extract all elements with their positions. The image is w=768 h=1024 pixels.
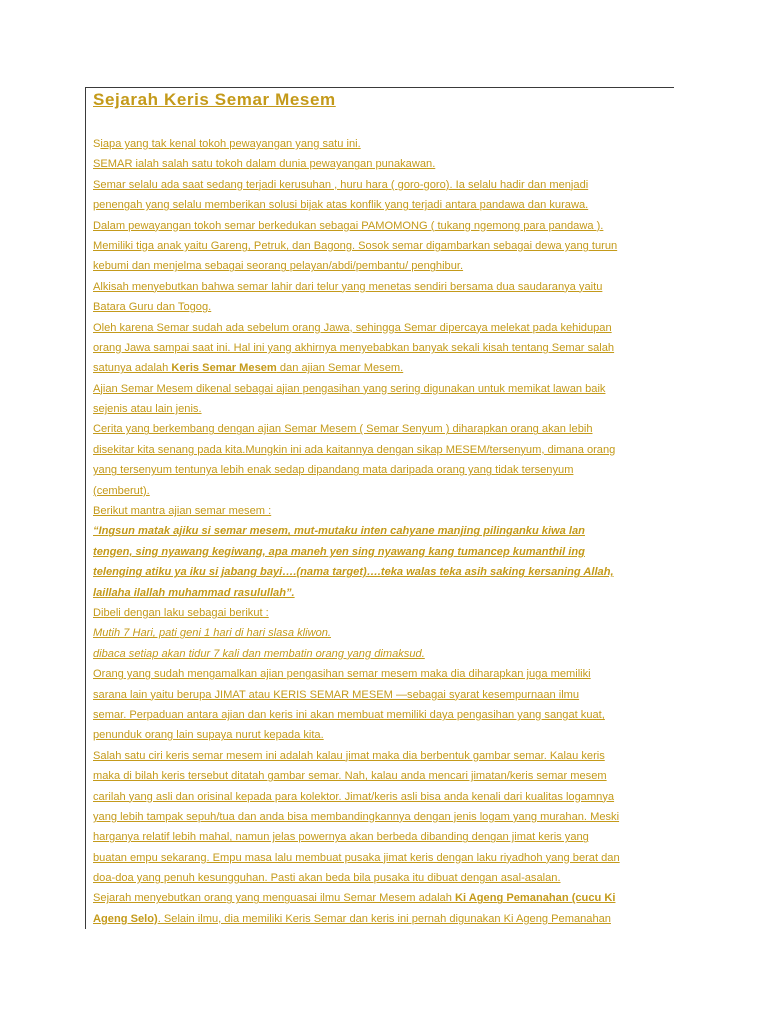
text-line — [93, 787, 678, 807]
text-line — [93, 134, 678, 154]
text-run: laillaha ilallah muhammad rasulullah”. — [93, 586, 295, 599]
text-run: buatan empu sekarang. Empu masa lalu membuat pusaka jimat keris dengan laku riyadhoh yang berat dan — [93, 851, 620, 864]
text-line — [93, 603, 678, 623]
text-run: Dalam pewayangan tokoh semar berkedukan sebagai PAMOMONG ( tukang ngemong para pandawa ). — [93, 219, 604, 232]
text-line — [93, 277, 678, 297]
text-run: Batara Guru dan Togog. — [93, 301, 212, 314]
text-line — [93, 338, 678, 358]
text-run: Berikut mantra ajian semar mesem : — [93, 505, 272, 518]
text-line — [93, 848, 678, 868]
text-line — [93, 583, 678, 603]
text-run: sarana lain yaitu berupa JIMAT atau KERIS SEMAR MESEM —sebagai syarat kesempurnaan ilmu — [93, 688, 580, 701]
text-line — [93, 705, 678, 725]
text-run: disekitar kita senang pada kita.Mungkin ini ada kaitannya dengan sikap MESEM/tersenyum, dimana orang — [93, 443, 616, 456]
document-title: Sejarah Keris Semar Mesem — [93, 90, 336, 109]
text-line — [93, 195, 678, 215]
text-run: dan ajian Semar Mesem. — [276, 362, 404, 375]
text-line — [93, 542, 678, 562]
text-run: Semar selalu ada saat sedang terjadi kerusuhan , huru hara ( goro-goro). Ia selalu hadir dan menjadi — [93, 178, 589, 191]
text-line — [93, 562, 678, 582]
document-body — [93, 88, 678, 929]
page-border-left — [85, 87, 86, 929]
text-run: Orang yang sudah mengamalkan ajian pengasihan semar mesem maka dia diharapkan juga memiliki — [93, 668, 591, 681]
text-run: Oleh karena Semar sudah ada sebelum orang Jawa, sehingga Semar dipercaya melekat pada kehidupan — [93, 321, 612, 334]
text-line — [93, 623, 678, 643]
text-run: (cemberut). — [93, 484, 150, 497]
text-run: Memiliki tiga anak yaitu Gareng, Petruk, dan Bagong. Sosok semar digambarkan sebagai dewa yang turun — [93, 239, 618, 252]
text-line — [93, 644, 678, 664]
text-line — [93, 216, 678, 236]
text-run: yang lebih tampak sepuh/tua dan anda bisa membandingkannya dengan jenis logam yang murahan. Meski — [93, 810, 620, 823]
text-run: Dibeli dengan laku sebagai berikut : — [93, 606, 269, 619]
text-run: dibaca setiap akan tidur 7 kali dan membatin orang yang dimaksud. — [93, 647, 425, 660]
text-run: “Ingsun matak ajiku si semar mesem, mut-mutaku inten cahyane manjing pilinganku kiwa lan — [93, 525, 585, 538]
text-line — [93, 868, 678, 888]
text-line — [93, 664, 678, 684]
text-line — [93, 685, 678, 705]
text-line — [93, 318, 678, 338]
text-line — [93, 807, 678, 827]
text-run: Keris Semar Mesem — [171, 362, 277, 375]
text-line — [93, 399, 678, 419]
text-line — [93, 175, 678, 195]
text-run: Cerita yang berkembang dengan ajian Semar Mesem ( Semar Senyum ) diharapkan orang akan lebih — [93, 423, 593, 436]
text-line — [93, 236, 678, 256]
text-run: harganya relatif lebih mahal, namun jelas powernya akan berbeda dibanding dengan jimat keris yang — [93, 831, 589, 844]
document-text — [93, 134, 678, 929]
text-run: satunya adalah — [93, 362, 172, 375]
text-run: yang tersenyum tentunya lebih enak sedap dipandang mata daripada orang yang tidak tersenyum — [93, 464, 574, 477]
text-run: SEMAR ialah salah satu tokoh dalam dunia pewayangan punakawan. — [93, 158, 436, 171]
text-run: orang Jawa sampai saat ini. Hal ini yang akhirnya menyebabkan banyak sekali kisah tentang Semar salah — [93, 341, 615, 354]
text-run: Ajian Semar Mesem dikenal sebagai ajian pengasihan yang sering digunakan untuk memikat lawan baik — [93, 382, 606, 395]
text-line — [93, 481, 678, 501]
text-line — [93, 256, 678, 276]
text-line — [93, 297, 678, 317]
text-run: carilah yang asli dan orisinal kepada para kolektor. Jimat/keris asli bisa anda kenali dari kualitas logamnya — [93, 790, 615, 803]
text-line — [93, 766, 678, 786]
text-line — [93, 501, 678, 521]
text-run: Ageng Selo) — [93, 912, 158, 925]
text-line — [93, 154, 678, 174]
text-run: doa-doa yang penuh kesungguhan. Pasti akan beda bila pusaka itu dibuat dengan asal-asalan. — [93, 872, 561, 885]
text-run: Salah satu ciri keris semar mesem ini adalah kalau jimat maka dia berbentuk gambar semar. Kalau keris — [93, 749, 605, 762]
text-run: tengen, sing nyawang kegiwang, apa maneh yen sing nyawang kang tumancep kumanthil ing — [93, 545, 585, 558]
text-run: Ki Ageng Pemanahan (cucu Ki — [454, 892, 616, 905]
text-line — [93, 440, 678, 460]
text-line — [93, 909, 678, 929]
text-line — [93, 419, 678, 439]
text-line — [93, 521, 678, 541]
title-spacer — [93, 112, 678, 134]
text-run: iapa yang tak kenal tokoh pewayangan yang satu ini. — [100, 138, 361, 150]
text-run: Sejarah menyebutkan orang yang menguasai ilmu Semar Mesem adalah — [93, 892, 455, 905]
text-line — [93, 888, 678, 908]
text-line — [93, 358, 678, 378]
text-run: kebumi dan menjelma sebagai seorang pelayan/abdi/pembantu/ penghibur. — [93, 260, 464, 273]
text-run: maka di bilah keris tersebut ditatah gambar semar. Nah, kalau anda mencari jimatan/keris semar mesem — [93, 770, 607, 783]
text-run: penengah yang selalu memberikan solusi bijak atas konflik yang terjadi antara pandawa dan kurawa. — [93, 199, 589, 212]
text-run: semar. Perpaduan antara ajian dan keris ini akan membuat memiliki daya pengasihan yang sangat kuat, — [93, 708, 605, 721]
text-run: penunduk orang lain supaya nurut kepada kita. — [93, 729, 324, 742]
text-run: Mutih 7 Hari, pati geni 1 hari di hari slasa kliwon. — [93, 627, 332, 640]
text-run: S — [93, 138, 101, 150]
text-line — [93, 827, 678, 847]
text-line — [93, 379, 678, 399]
text-run: telenging atiku ya iku si jabang bayi….(nama target)….teka walas teka asih saking kersaning Allah, — [93, 566, 614, 579]
text-run: Alkisah menyebutkan bahwa semar lahir dari telur yang menetas sendiri bersama dua saudaranya yaitu — [93, 280, 603, 293]
text-line — [93, 725, 678, 745]
text-run: sejenis atau lain jenis. — [93, 403, 202, 416]
text-line — [93, 746, 678, 766]
text-run: . Selain ilmu, dia memiliki Keris Semar dan keris ini pernah digunakan Ki Ageng Pemanahan — [157, 912, 611, 925]
text-line — [93, 460, 678, 480]
